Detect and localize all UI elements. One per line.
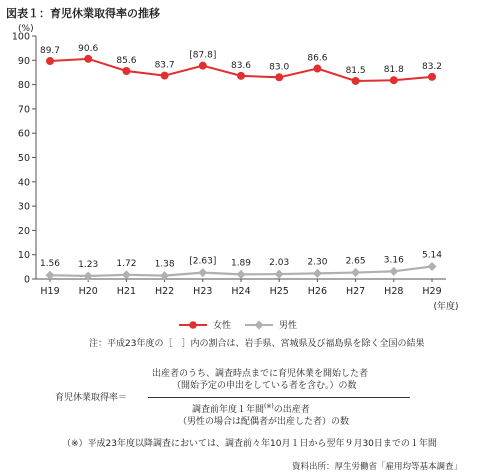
x-tick-label: H20 bbox=[78, 286, 98, 297]
data-point-female bbox=[313, 65, 321, 73]
data-label-male: 1.23 bbox=[78, 260, 99, 271]
data-label-male: [2.63] bbox=[189, 256, 217, 267]
data-point-female bbox=[352, 77, 360, 85]
formula-denominator-text-a: 調査前年度１年間 bbox=[192, 405, 265, 415]
data-point-male bbox=[198, 268, 207, 277]
data-label-female: [87.8] bbox=[189, 50, 217, 61]
data-label-female: 83.0 bbox=[269, 62, 290, 73]
data-label-male: 2.30 bbox=[307, 257, 328, 268]
data-label-female: 83.2 bbox=[421, 61, 443, 72]
data-label-female: 85.6 bbox=[116, 55, 137, 66]
chart-series bbox=[46, 55, 437, 281]
legend-female-marker bbox=[178, 320, 208, 330]
x-tick-label: H19 bbox=[40, 286, 60, 297]
data-label-male: 2.65 bbox=[345, 256, 366, 267]
figure-title: 図表１：育児休業取得率の推移 bbox=[6, 7, 160, 20]
x-axis-unit: (年度) bbox=[433, 302, 459, 312]
y-tick-label: 50 bbox=[17, 153, 30, 164]
data-point-female bbox=[275, 73, 283, 81]
data-label-male: 1.72 bbox=[116, 258, 137, 269]
data-label-female: 83.7 bbox=[154, 60, 175, 71]
legend-female bbox=[178, 318, 231, 331]
x-tick-label: H29 bbox=[422, 286, 442, 297]
legend-female-label: 女性 bbox=[213, 321, 232, 331]
data-label-male: 1.56 bbox=[39, 259, 61, 270]
data-point-female bbox=[122, 67, 130, 75]
formula-numerator-line1: 出産者のうち、調査時点までに育児休業を開始した者 bbox=[152, 369, 369, 379]
formula-denominator-sup: (※) bbox=[264, 403, 274, 410]
y-tick-label: 80 bbox=[17, 80, 30, 92]
data-label-female: 83.6 bbox=[230, 60, 252, 71]
data-label-female: 86.6 bbox=[307, 53, 328, 64]
data-point-female bbox=[84, 55, 92, 63]
y-tick-label: 60 bbox=[17, 128, 30, 140]
data-point-male bbox=[46, 271, 55, 280]
data-label-male: 5.14 bbox=[421, 250, 443, 261]
data-point-male bbox=[389, 267, 398, 276]
y-tick-label: 20 bbox=[17, 225, 30, 237]
data-point-male bbox=[122, 270, 131, 279]
data-label-female: 81.5 bbox=[345, 65, 366, 76]
data-point-female bbox=[161, 72, 169, 80]
data-point-female bbox=[428, 73, 436, 81]
data-point-male bbox=[428, 262, 437, 271]
x-tick-label: H28 bbox=[384, 286, 404, 297]
formula-label: 育児休業取得率＝ bbox=[55, 393, 128, 403]
data-point-female bbox=[46, 57, 54, 65]
x-tick-label: H25 bbox=[269, 286, 289, 297]
x-tick-label: H27 bbox=[345, 286, 366, 297]
y-tick-label: 100 bbox=[11, 31, 30, 43]
data-point-male bbox=[275, 270, 284, 279]
data-point-male bbox=[237, 270, 246, 279]
legend-male bbox=[244, 318, 297, 331]
x-tick-label: H26 bbox=[307, 286, 328, 297]
y-axis-unit: (%) bbox=[18, 24, 34, 34]
data-point-female bbox=[199, 62, 207, 70]
data-point-female bbox=[237, 72, 245, 80]
data-label-female: 90.6 bbox=[78, 43, 99, 54]
formula-fraction-bar bbox=[148, 397, 410, 398]
data-label-male: 2.03 bbox=[269, 258, 290, 269]
y-tick-label: 70 bbox=[17, 104, 30, 116]
data-point-male bbox=[313, 269, 322, 278]
y-tick-label: 30 bbox=[17, 201, 30, 213]
x-tick-label: H22 bbox=[154, 286, 175, 297]
x-tick-label: H21 bbox=[116, 286, 137, 297]
formula-denominator-text-b: の出産者 bbox=[273, 405, 310, 415]
formula-numerator-line2: （開始予定の申出をしている者を含む。）の数 bbox=[172, 381, 357, 391]
y-tick-label: 10 bbox=[17, 250, 30, 262]
legend-male-marker bbox=[244, 320, 274, 330]
data-label-male: 1.89 bbox=[230, 258, 252, 269]
note-survey-period: （※）平成23年度以降調査においては、調査前々年10月１日から翌年９月30日までの１年間 bbox=[62, 439, 437, 449]
data-point-female bbox=[390, 76, 398, 84]
data-label-male: 1.38 bbox=[154, 259, 175, 270]
y-tick-label: 0 bbox=[23, 274, 30, 286]
y-tick-label: 90 bbox=[17, 55, 30, 67]
source-credit: 資料出所：厚生労働省「雇用均等基本調査」 bbox=[291, 462, 462, 472]
legend-male-label: 男性 bbox=[279, 321, 298, 331]
formula-denominator-line2: （男性の場合は配偶者が出産した者）の数 bbox=[178, 417, 350, 427]
data-label-male: 3.16 bbox=[383, 255, 404, 266]
y-tick-label: 40 bbox=[17, 177, 30, 189]
x-tick-label: H23 bbox=[193, 286, 213, 297]
data-label-female: 81.8 bbox=[383, 65, 404, 76]
x-tick-label: H24 bbox=[231, 286, 251, 297]
data-label-female: 89.7 bbox=[39, 46, 61, 57]
data-point-male bbox=[351, 268, 360, 277]
note-h23: 注：平成23年度の［ ］内の割合は、岩手県、宮城県及び福島県を除く全国の結果 bbox=[89, 339, 425, 349]
